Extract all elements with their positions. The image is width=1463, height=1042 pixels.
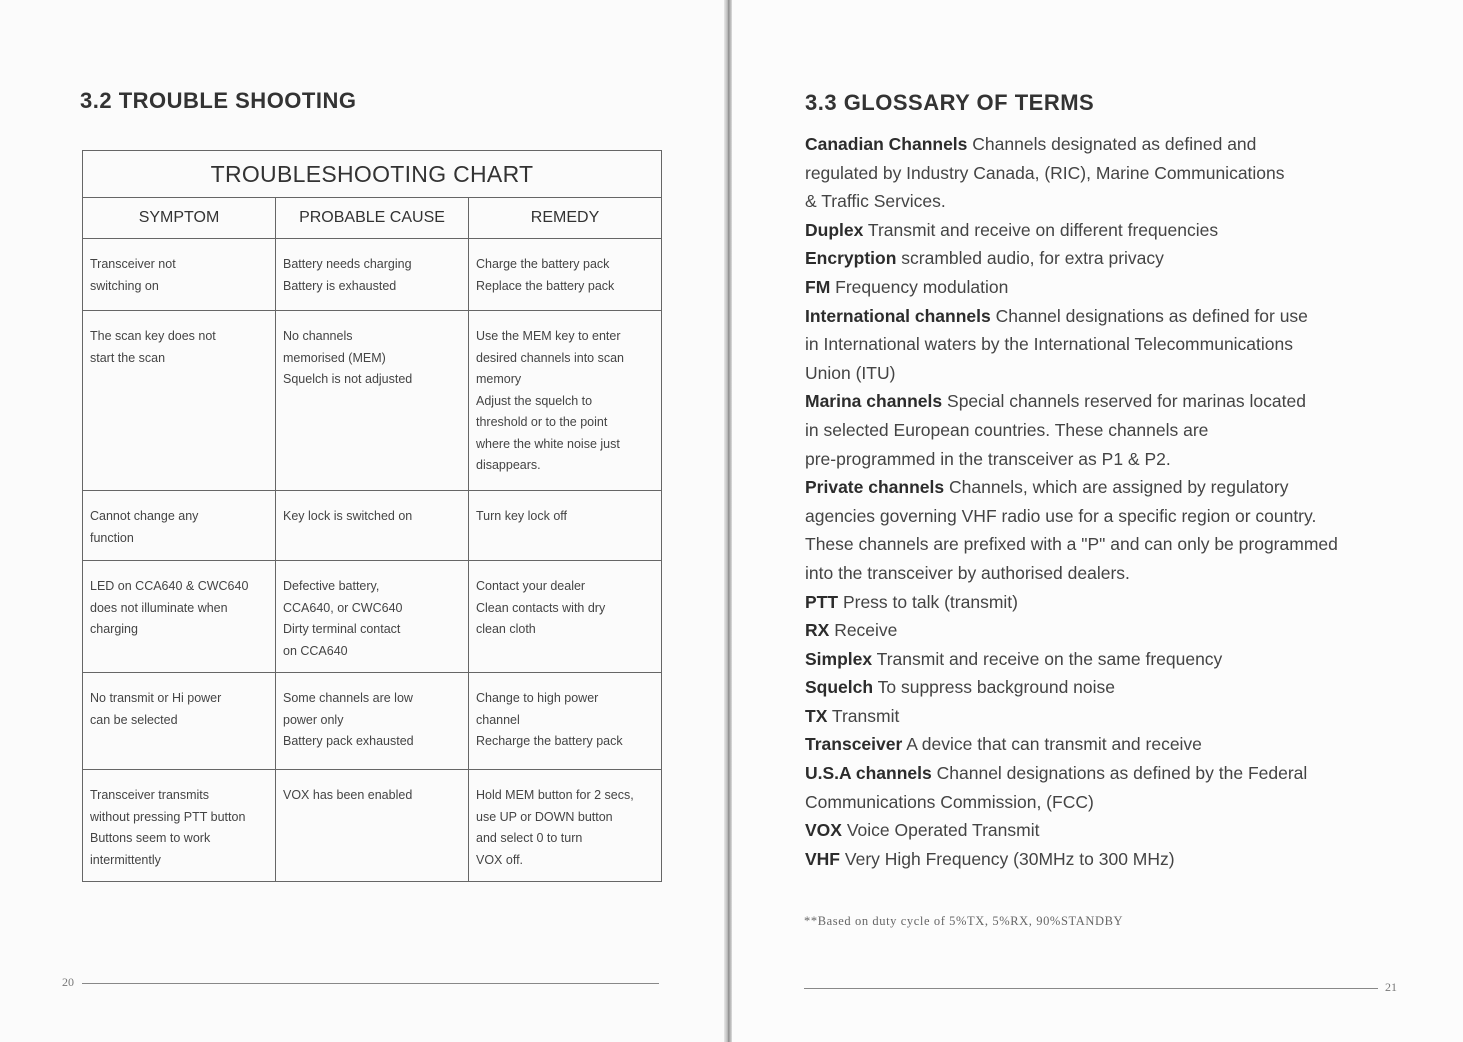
glossary-entry	[805, 673, 1395, 702]
glossary-definition: in International waters by the International Telecommunications	[805, 334, 1294, 355]
glossary-definition: Channels designated as defined and	[972, 134, 1257, 154]
table-cell-remedy	[469, 770, 662, 882]
glossary-entry	[805, 588, 1395, 617]
glossary-line	[805, 244, 1395, 273]
glossary-term: TX	[805, 705, 828, 726]
glossary-definition: Receive	[834, 620, 898, 641]
cell-line: Hold MEM button for 2 secs,	[476, 788, 634, 802]
page-number-left: 20	[62, 975, 74, 989]
glossary-line	[805, 216, 1395, 245]
cell-line: Replace the battery pack	[476, 278, 615, 293]
glossary-definition: To suppress background noise	[877, 677, 1115, 698]
table-cell-cause	[276, 561, 469, 673]
cell-line: VOX off.	[476, 852, 524, 867]
section-title-glossary: 3.3 GLOSSARY OF TERMS	[805, 90, 1095, 115]
glossary-definition: Channel designations as defined by the Federal	[936, 763, 1308, 784]
table-cell-symptom	[83, 770, 276, 882]
glossary-list	[805, 130, 1395, 873]
cell-line: Transceiver transmits	[90, 788, 210, 802]
glossary-term: International channels	[805, 305, 991, 326]
table-cell-cause	[276, 673, 469, 770]
glossary-entry	[805, 473, 1395, 587]
glossary-line	[805, 130, 1395, 159]
cell-line: does not illuminate when	[90, 600, 228, 615]
cell-line: intermittently	[90, 852, 161, 867]
cell-line: Battery is exhausted	[283, 278, 397, 293]
cell-line: Adjust the squelch to	[476, 393, 593, 408]
glossary-term: VOX	[805, 820, 842, 841]
cell-line: Charge the battery pack	[476, 257, 610, 271]
glossary-entry	[805, 273, 1395, 302]
glossary-definition: in selected European countries. These channels are	[805, 419, 1209, 440]
column-header-remedy: REMEDY	[469, 198, 662, 239]
glossary-line	[805, 187, 1395, 216]
page-number-right: 21	[1385, 980, 1397, 994]
glossary-term: Canadian Channels	[805, 134, 968, 154]
chart-title: TROUBLESHOOTING CHART	[83, 151, 662, 198]
glossary-definition: into the transceiver by authorised dealers.	[805, 562, 1130, 583]
cell-line: switching on	[90, 278, 159, 293]
glossary-line	[805, 387, 1395, 416]
table-cell-remedy	[469, 561, 662, 673]
cell-line: Clean contacts with dry	[476, 600, 606, 615]
cell-line: memorised (MEM)	[283, 350, 386, 365]
glossary-line	[805, 845, 1395, 874]
glossary-entry	[805, 845, 1395, 874]
cell-line: clean cloth	[476, 622, 536, 636]
cell-line: Buttons seem to work	[90, 831, 211, 845]
cell-line: disappears.	[476, 458, 541, 472]
glossary-entry	[805, 816, 1395, 845]
glossary-entry	[805, 302, 1395, 388]
glossary-definition: Frequency modulation	[835, 276, 1009, 297]
table-cell-cause	[276, 491, 469, 561]
glossary-definition: Channels, which are assigned by regulatory	[948, 477, 1289, 498]
table-cell-symptom	[83, 311, 276, 491]
glossary-term: PTT	[805, 591, 839, 612]
glossary-entry	[805, 130, 1395, 216]
footer-rule	[82, 983, 659, 984]
glossary-line	[805, 673, 1395, 702]
cell-line: Use the MEM key to enter	[476, 329, 621, 343]
table-cell-symptom	[83, 491, 276, 561]
glossary-line	[805, 530, 1395, 559]
glossary-definition: Channel designations as defined for use	[995, 305, 1308, 326]
glossary-definition: agencies governing VHF radio use for a specific region or country.	[805, 505, 1317, 526]
glossary-definition: scrambled audio, for extra privacy	[901, 248, 1164, 269]
cell-line: Squelch is not adjusted	[283, 372, 413, 386]
glossary-definition: regulated by Industry Canada, (RIC), Marine Communications	[805, 162, 1285, 183]
table-cell-remedy	[469, 673, 662, 770]
cell-line: power only	[283, 712, 344, 727]
cell-line: and select 0 to turn	[476, 831, 583, 845]
table-cell-remedy	[469, 239, 662, 311]
glossary-term: VHF	[805, 848, 840, 869]
footnote: **Based on duty cycle of 5%TX, 5%RX, 90%STANDBY	[804, 914, 1124, 928]
cell-line: Turn key lock off	[476, 509, 568, 523]
cell-line: Recharge the battery pack	[476, 734, 623, 748]
glossary-line	[805, 445, 1395, 474]
glossary-term: FM	[805, 276, 831, 297]
cell-line: charging	[90, 622, 138, 636]
glossary-definition: These channels are prefixed with a "P" and can only be programmed	[805, 534, 1338, 555]
cell-line: Transceiver not	[90, 257, 176, 271]
cell-line: Battery pack exhausted	[283, 734, 414, 748]
table-cell-remedy	[469, 491, 662, 561]
cell-line: threshold or to the point	[476, 415, 608, 429]
table-cell-symptom	[83, 561, 276, 673]
glossary-term: Squelch	[805, 677, 874, 698]
table-cell-cause	[276, 770, 469, 882]
cell-line: memory	[476, 372, 522, 386]
cell-line: CCA640, or CWC640	[283, 600, 403, 615]
cell-line: channel	[476, 712, 520, 727]
glossary-definition: Voice Operated Transmit	[846, 820, 1040, 841]
glossary-entry	[805, 387, 1395, 473]
glossary-line	[805, 645, 1395, 674]
glossary-definition: Union (ITU)	[805, 362, 896, 383]
glossary-term: Private channels	[805, 477, 945, 498]
glossary-definition: Transmit	[831, 705, 900, 726]
glossary-line	[805, 559, 1395, 588]
glossary-definition: A device that can transmit and receive	[906, 734, 1202, 755]
troubleshooting-chart	[82, 150, 662, 882]
cell-line: where the white noise just	[476, 436, 620, 451]
table-row	[83, 561, 662, 673]
cell-line: Dirty terminal contact	[283, 622, 401, 636]
glossary-line	[805, 359, 1395, 388]
cell-line: desired channels into scan	[476, 350, 625, 365]
cell-line: Some channels are low	[283, 691, 413, 705]
table-row	[83, 770, 662, 882]
table-row	[83, 673, 662, 770]
footer-rule	[804, 988, 1378, 989]
cell-line: function	[90, 530, 134, 545]
column-header-cause: PROBABLE CAUSE	[276, 198, 469, 239]
glossary-term: U.S.A channels	[805, 763, 932, 784]
glossary-line	[805, 788, 1395, 817]
glossary-term: Transceiver	[805, 734, 903, 755]
table-row	[83, 491, 662, 561]
glossary-entry	[805, 730, 1395, 759]
cell-line: without pressing PTT button	[90, 809, 246, 824]
table-cell-cause	[276, 311, 469, 491]
glossary-term: RX	[805, 620, 830, 641]
cell-line: VOX has been enabled	[283, 788, 413, 802]
glossary-line	[805, 616, 1395, 645]
cell-line: No channels	[283, 329, 353, 343]
glossary-definition: & Traffic Services.	[805, 191, 946, 212]
glossary-line	[805, 816, 1395, 845]
glossary-line	[805, 302, 1395, 331]
glossary-term: Simplex	[805, 648, 873, 669]
table-cell-symptom	[83, 239, 276, 311]
glossary-term: Encryption	[805, 248, 897, 269]
glossary-line	[805, 330, 1395, 359]
cell-line: No transmit or Hi power	[90, 691, 222, 705]
glossary-line	[805, 502, 1395, 531]
table-cell-symptom	[83, 673, 276, 770]
table-cell-remedy	[469, 311, 662, 491]
cell-line: Cannot change any	[90, 509, 199, 523]
table-row	[83, 239, 662, 311]
cell-line: can be selected	[90, 712, 178, 727]
table-row	[83, 311, 662, 491]
right-page	[732, 0, 1463, 1042]
glossary-line	[805, 588, 1395, 617]
cell-line: Battery needs charging	[283, 257, 412, 271]
glossary-entry	[805, 645, 1395, 674]
cell-line: Defective battery,	[283, 579, 380, 593]
glossary-definition: pre-programmed in the transceiver as P1 & P2.	[805, 448, 1171, 469]
glossary-definition: Press to talk (transmit)	[842, 591, 1018, 612]
cell-line: start the scan	[90, 350, 166, 365]
glossary-line	[805, 416, 1395, 445]
glossary-definition: Special channels reserved for marinas located	[947, 391, 1306, 412]
cell-line: LED on CCA640 & CWC640	[90, 579, 249, 593]
glossary-term: Marina channels	[805, 391, 943, 412]
glossary-term: Duplex	[805, 219, 864, 240]
glossary-entry	[805, 616, 1395, 645]
glossary-line	[805, 473, 1395, 502]
glossary-definition: Transmit and receive on the same frequency	[876, 648, 1223, 669]
cell-line: on CCA640	[283, 643, 348, 658]
cell-line: The scan key does not	[90, 329, 216, 343]
column-header-symptom: SYMPTOM	[83, 198, 276, 239]
glossary-line	[805, 730, 1395, 759]
cell-line: Key lock is switched on	[283, 509, 413, 523]
glossary-definition: Transmit and receive on different frequencies	[867, 219, 1219, 240]
left-page	[0, 0, 728, 1042]
glossary-line	[805, 273, 1395, 302]
glossary-entry	[805, 244, 1395, 273]
section-title-troubleshooting: 3.2 TROUBLE SHOOTING	[80, 88, 357, 113]
glossary-definition: Very High Frequency (30MHz to 300 MHz)	[844, 848, 1175, 869]
glossary-entry	[805, 216, 1395, 245]
glossary-entry	[805, 759, 1395, 816]
table-cell-cause	[276, 239, 469, 311]
glossary-line	[805, 702, 1395, 731]
glossary-definition: Communications Commission, (FCC)	[805, 791, 1094, 812]
cell-line: use UP or DOWN button	[476, 809, 613, 824]
glossary-entry	[805, 702, 1395, 731]
cell-line: Change to high power	[476, 691, 599, 705]
book-spine	[724, 0, 732, 1042]
cell-line: Contact your dealer	[476, 579, 586, 593]
glossary-line	[805, 759, 1395, 788]
glossary-line	[805, 159, 1395, 188]
